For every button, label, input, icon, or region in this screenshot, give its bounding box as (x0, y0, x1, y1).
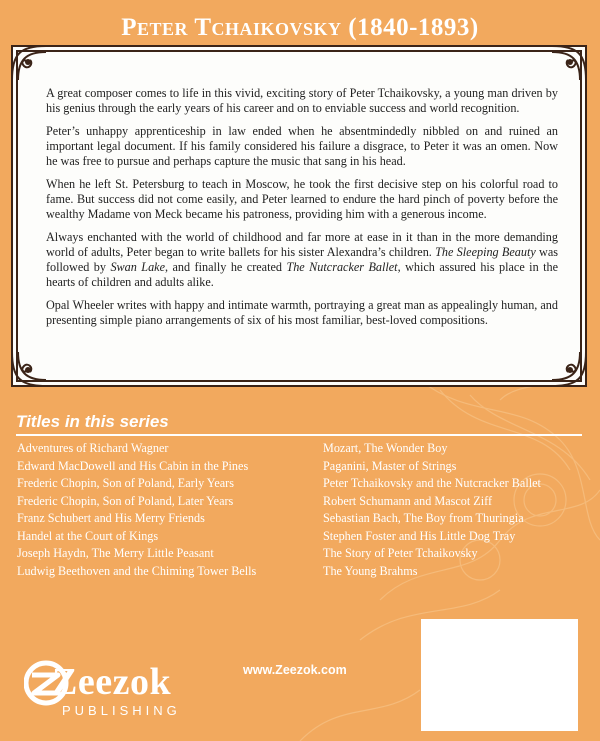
paragraph-text: , and finally he created (165, 260, 287, 274)
publisher-website: www.Zeezok.com (243, 663, 347, 677)
description-paragraph: Opal Wheeler writes with happy and intimate warmth, portraying a great man as appealingly human, and presenting simple piano arrangements of six of his most familiar, best-loved compositions. (46, 298, 558, 327)
series-title-item: Franz Schubert and His Merry Friends (17, 511, 205, 525)
ballet-title: The Sleeping Beauty (435, 245, 536, 259)
publisher-subtitle: PUBLISHING (62, 703, 181, 718)
description-paragraph (46, 230, 558, 290)
series-title-item: Sebastian Bach, The Boy from Thuringia (323, 511, 524, 525)
series-title-item: Joseph Haydn, The Merry Little Peasant (17, 546, 214, 560)
series-divider (16, 434, 582, 436)
series-title-item: Ludwig Beethoven and the Chiming Tower Bells (17, 563, 257, 578)
paragraph-text: , which assured his place in the hearts of children and adults alike. (46, 260, 559, 289)
series-title-item: The Young Brahms (323, 563, 418, 578)
series-title-item: Frederic Chopin, Son of Poland, Later Years (17, 493, 234, 508)
paragraph-text: was followed by (46, 245, 558, 274)
publisher-name: Zeezok (52, 661, 172, 703)
corner-flourish-icon (6, 344, 54, 392)
paragraph-text: Always enchanted with the world of childhood and far more at ease in it than in the more demanding world of adults, Peter began to write ballets for his sister Alexandra’s children. (46, 230, 558, 259)
series-list-right (323, 440, 541, 580)
series-title-item: Robert Schumann and Mascot Ziff (323, 493, 493, 508)
description-paragraph: When he left St. Petersburg to teach in Moscow, he took the first decisive step on his colorful road to fame. But success did not come easily, and Peter learned to endure the hard pinch of poverty before the wealthy Madame von Meck became his patroness, providing him with a generous income. (46, 177, 558, 221)
series-title-item: Paganini, Master of Strings (323, 458, 457, 473)
series-title-item: The Story of Peter Tchaikovsky (323, 546, 478, 560)
ballet-title: Swan Lake (110, 260, 165, 274)
corner-flourish-icon (544, 40, 592, 88)
series-title-item: Edward MacDowell and His Cabin in the Pines (17, 458, 249, 473)
series-title-item: Handel at the Court of Kings (17, 528, 159, 543)
barcode-area (421, 619, 578, 731)
book-title: Peter Tchaikovsky (1840-1893) (121, 14, 479, 41)
ballet-title: The Nutcracker Ballet (286, 260, 398, 274)
description-paragraph: Peter’s unhappy apprenticeship in law ended when he absentmindedly nibbled on and ruined an important legal document. If his family considered his failure a disgrace, to Peter it was an omen. Now he was free to pursue and perhaps capture the music that sang in his head. (46, 124, 558, 168)
corner-flourish-icon (544, 344, 592, 392)
book-description (46, 86, 558, 336)
series-title-item: Frederic Chopin, Son of Poland, Early Years (17, 476, 234, 490)
series-heading: Titles in this series (16, 412, 169, 431)
series-title-item: Adventures of Richard Wagner (17, 441, 169, 455)
corner-flourish-icon (6, 40, 54, 88)
description-paragraph: A great composer comes to life in this vivid, exciting story of Peter Tchaikovsky, a young man driven by his genius through the early years of his career and on to enviable success and world recognition. (46, 86, 558, 115)
series-list-left (17, 440, 256, 580)
series-title-item: Peter Tchaikovsky and the Nutcracker Ballet (323, 476, 541, 490)
series-title-item: Mozart, The Wonder Boy (323, 441, 448, 455)
series-title-item: Stephen Foster and His Little Dog Tray (323, 528, 516, 543)
